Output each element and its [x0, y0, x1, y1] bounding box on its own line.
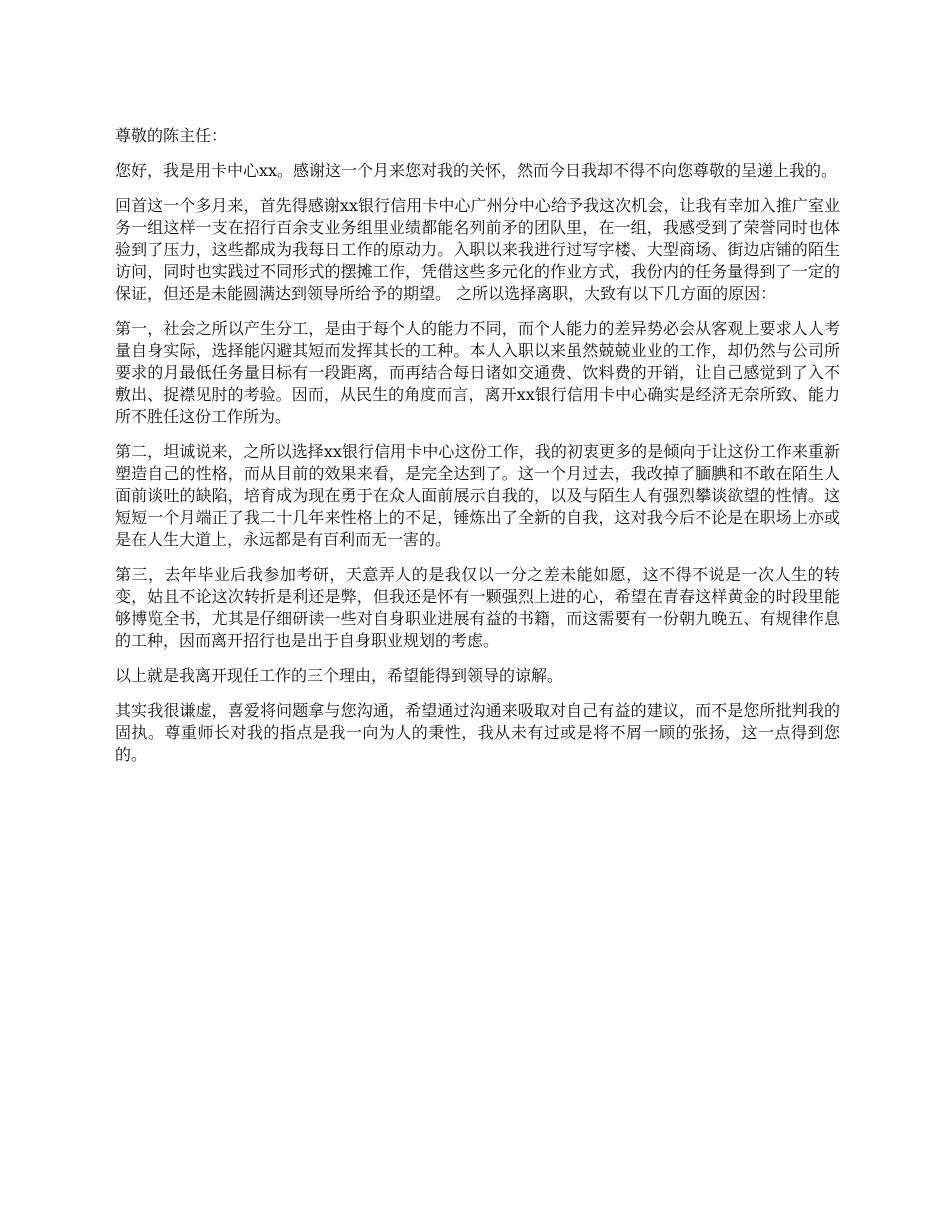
paragraph-summary: 以上就是我离开现任工作的三个理由，希望能得到领导的谅解。	[115, 666, 564, 685]
letter-body	[115, 125, 840, 779]
paragraph-reason-one: 第一，社会之所以产生分工，是由于每个人的能力不同，而个人能力的差异势必会从客观上要求人人考量自身实际，选择能闪避其短而发挥其长的工种。本人入职以来虽然兢兢业业的工作，却仍然与公司所要求的月最低任务量目标有一段距离，而再结合每日诸如交通费、饮料费的开销，让自己感觉到了入不敷出、捉襟见肘的考验。因而，从民生的角度而言，离开xx银行信用卡中心确实是经济无奈所致、能力所不胜任这份工作所为。	[115, 319, 840, 426]
paragraph-reason-two: 第二，坦诚说来，之所以选择xx银行信用卡中心这份工作，我的初衷更多的是倾向于让这份工作来重新塑造自己的性格，而从目前的效果来看，是完全达到了。这一个月过去，我改掉了腼腆和不敢在陌生人面前谈吐的缺陷，培育成为现在勇于在众人面前展示自我的，以及与陌生人有强烈攀谈欲望的性情。这短短一个月端正了我二十几年来性格上的不足，锤炼出了全新的自我，这对我今后不论是在职场上亦或是在人生大道上，永远都是有百利而无一害的。	[115, 442, 840, 549]
paragraph-review: 回首这一个多月来，首先得感谢xx银行信用卡中心广州分中心给予我这次机会，让我有幸加入推广室业务一组这样一支在招行百余支业务组里业绩都能名列前矛的团队里，在一组，我感受到了荣誉同时也体验到了压力，这些都成为我每日工作的原动力。入职以来我进行过写字楼、大型商场、街边店铺的陌生访问，同时也实践过不同形式的摆摊工作，凭借这些多元化的作业方式，我份内的任务量得到了一定的保证，但还是未能圆满达到领导所给予的期望。 之所以选择离职，大致有以下几方面的原因：	[115, 196, 840, 303]
salutation: 尊敬的陈主任：	[115, 126, 228, 145]
paragraph-greeting: 您好，我是用卡中心xx。感谢这一个月来您对我的关怀，然而今日我却不得不向您尊敬的呈递上我的。	[115, 161, 838, 180]
paragraph-closing: 其实我很谦虚，喜爱将问题拿与您沟通，希望通过沟通来吸取对自己有益的建议，而不是您所批判我的固执。尊重师长对我的指点是我一向为人的秉性，我从未有过或是将不屑一顾的张扬，这一点得到您的。	[115, 701, 840, 764]
paragraph-reason-three: 第三，去年毕业后我参加考研，天意弄人的是我仅以一分之差未能如愿，这不得不说是一次人生的转变，姑且不论这次转折是利还是弊，但我还是怀有一颗强烈上进的心，希望在青春这样黄金的时段里能够博览全书，尤其是仔细研读一些对自身职业进展有益的书籍，而这需要有一份朝九晚五、有规律作息的工种，因而离开招行也是出于自身职业规划的考虑。	[115, 565, 840, 650]
